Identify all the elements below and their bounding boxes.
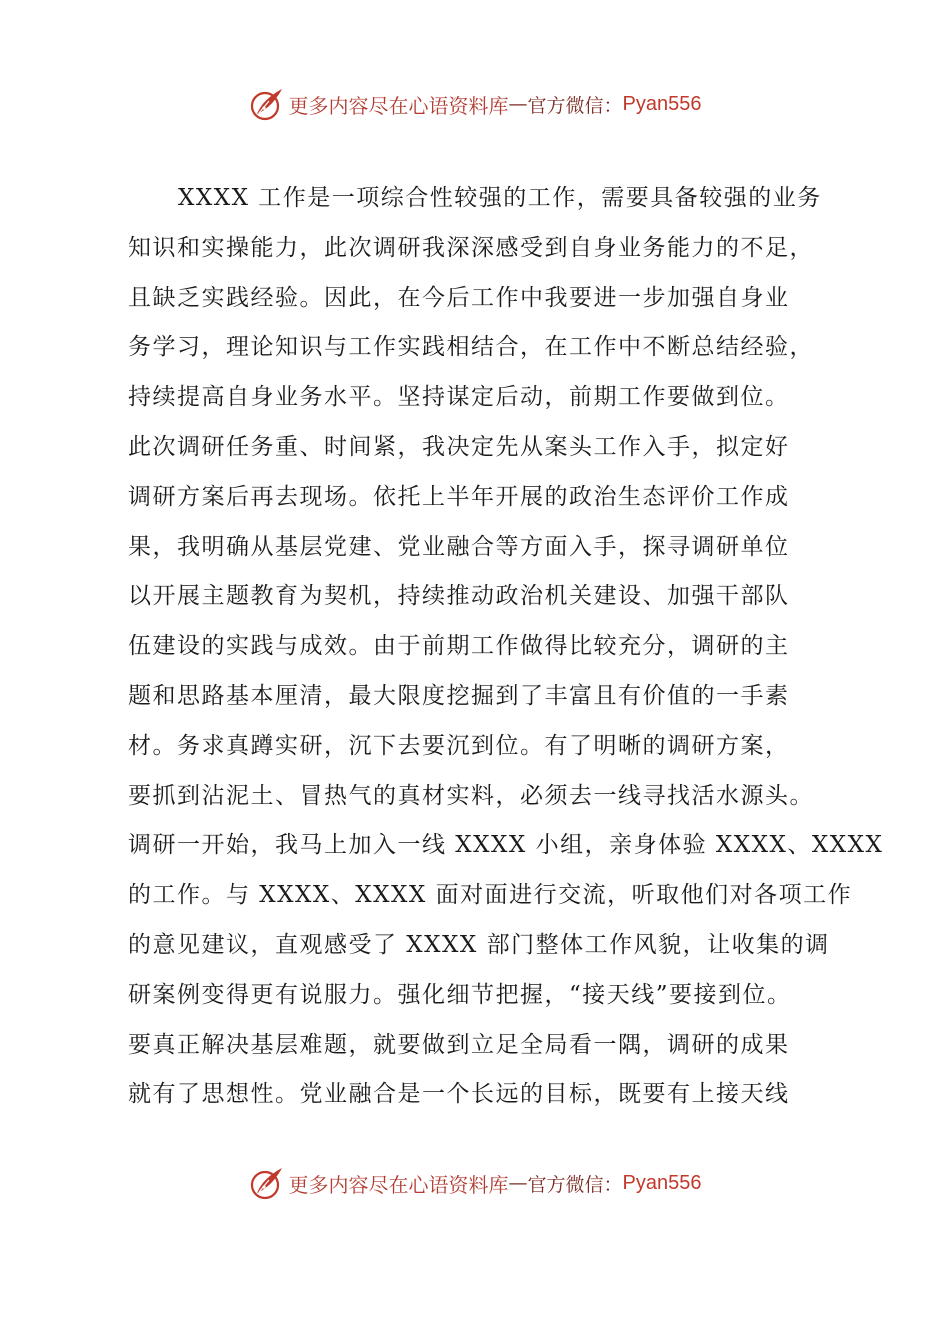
body-line: 的工作。与 XXXX、XXXX 面对面进行交流，听取他们对各项工作 [128, 882, 853, 909]
banner-wechat-id: Pyan556 [622, 1171, 702, 1194]
banner-dash: — [508, 1172, 528, 1194]
body-paragraph [128, 174, 884, 1120]
quill-pen-icon [249, 1165, 285, 1201]
banner-title: 更多内容尽在心语资料库 [288, 93, 509, 118]
body-line: 以开展主题教育为契机，持续推动政治机关建设、加强干部队 [128, 583, 790, 610]
body-line: 要真正解决基层难题，就要做到立足全局看一隅，调研的成果 [128, 1031, 790, 1058]
body-line: 知识和实操能力，此次调研我深深感受到自身业务能力的不足， [128, 234, 814, 261]
banner-wechat-label: 官方微信： [527, 1173, 623, 1196]
banner-wechat-id: Pyan556 [622, 92, 702, 115]
body-line: 伍建设的实践与成效。由于前期工作做得比较充分，调研的主 [128, 633, 790, 660]
header-banner [0, 84, 950, 124]
body-line: 持续提高自身业务水平。坚持谋定后动，前期工作要做到位。 [128, 384, 790, 411]
body-line: 此次调研任务重、时间紧，我决定先从案头工作入手，拟定好 [128, 433, 790, 460]
body-line: 材。务求真蹲实研，沉下去要沉到位。有了明晰的调研方案， [128, 732, 790, 759]
body-line: XXXX 工作是一项综合性较强的工作，需要具备较强的业务 [178, 185, 822, 211]
banner-title: 更多内容尽在心语资料库 [288, 1172, 509, 1197]
footer-banner [0, 1163, 950, 1203]
body-line: 且缺乏实践经验。因此，在今后工作中我要进一步加强自身业 [128, 284, 790, 311]
body-line: 调研方案后再去现场。依托上半年开展的政治生态评价工作成 [128, 483, 790, 510]
body-line: 要抓到沾泥土、冒热气的真材实料，必须去一线寻找活水源头。 [128, 782, 814, 809]
body-line: 果，我明确从基层党建、党业融合等方面入手，探寻调研单位 [128, 533, 790, 560]
body-line: 题和思路基本厘清，最大限度挖掘到了丰富且有价值的一手素 [128, 682, 790, 709]
body-line: 调研一开始，我马上加入一线 XXXX 小组，亲身体验 XXXX、XXXX [128, 832, 884, 859]
body-line: 研案例变得更有说服力。强化细节把握，“接天线”要接到位。 [128, 981, 792, 1008]
banner-wechat-label: 官方微信： [527, 94, 623, 117]
banner-dash: — [508, 93, 528, 115]
quill-pen-icon [249, 86, 285, 122]
body-line: 务学习，理论知识与工作实践相结合，在工作中不断总结经验， [128, 334, 814, 361]
body-line: 的意见建议，直观感受了 XXXX 部门整体工作风貌，让收集的调 [128, 931, 830, 958]
body-line: 就有了思想性。党业融合是一个长远的目标，既要有上接天线 [128, 1081, 790, 1108]
